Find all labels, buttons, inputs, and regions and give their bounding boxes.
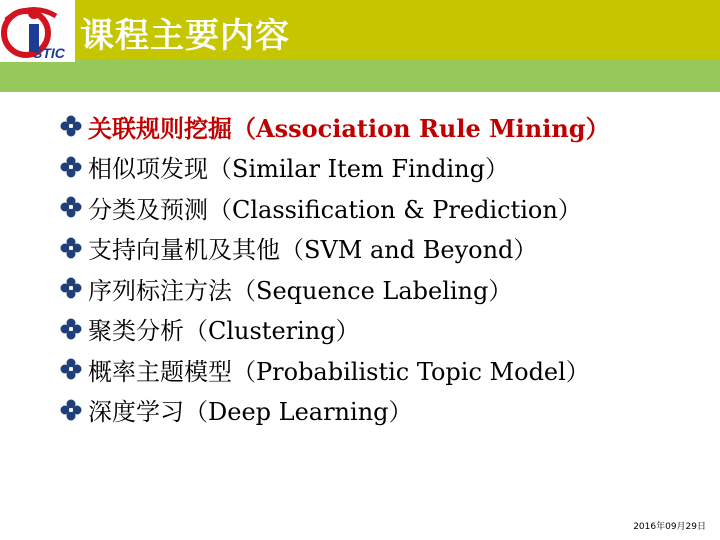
list-item [58,106,610,147]
list-item [58,228,610,269]
list-item-label: 相似项发现（Similar Item Finding） [88,155,509,184]
list-item-label: 概率主题模型（Probabilistic Topic Model） [88,357,590,386]
list-item [58,309,610,350]
list-item [58,349,610,390]
list-item [58,187,610,228]
slide-header [0,0,720,92]
diamond-clover-bullet-icon [58,156,84,178]
diamond-clover-bullet-icon [58,399,84,421]
list-item-label: 序列标注方法（Sequence Labeling） [88,276,513,305]
list-item-label: 分类及预测（Classification & Prediction） [88,195,582,224]
footer-date: 2016年09月29日 [633,522,706,532]
diamond-clover-bullet-icon [58,318,84,340]
diamond-clover-bullet-icon [58,237,84,259]
topic-list [58,106,610,430]
diamond-clover-bullet-icon [58,358,84,380]
list-item-label: 支持向量机及其他（SVM and Beyond） [88,236,538,265]
diamond-clover-bullet-icon [58,277,84,299]
list-item [58,147,610,188]
title-bar [70,0,720,60]
logo-text: STIC [33,45,65,61]
list-item-label: 聚类分析（Clustering） [88,317,360,346]
istic-logo [0,0,75,62]
green-band [0,60,720,92]
slide-title: 课程主要内容 [80,16,290,56]
diamond-clover-bullet-icon [58,115,84,137]
diamond-clover-bullet-icon [58,196,84,218]
list-item [58,390,610,431]
list-item-label: 关联规则挖掘（Association Rule Mining） [88,113,610,143]
list-item-label: 深度学习（Deep Learning） [88,398,413,427]
list-item [58,268,610,309]
